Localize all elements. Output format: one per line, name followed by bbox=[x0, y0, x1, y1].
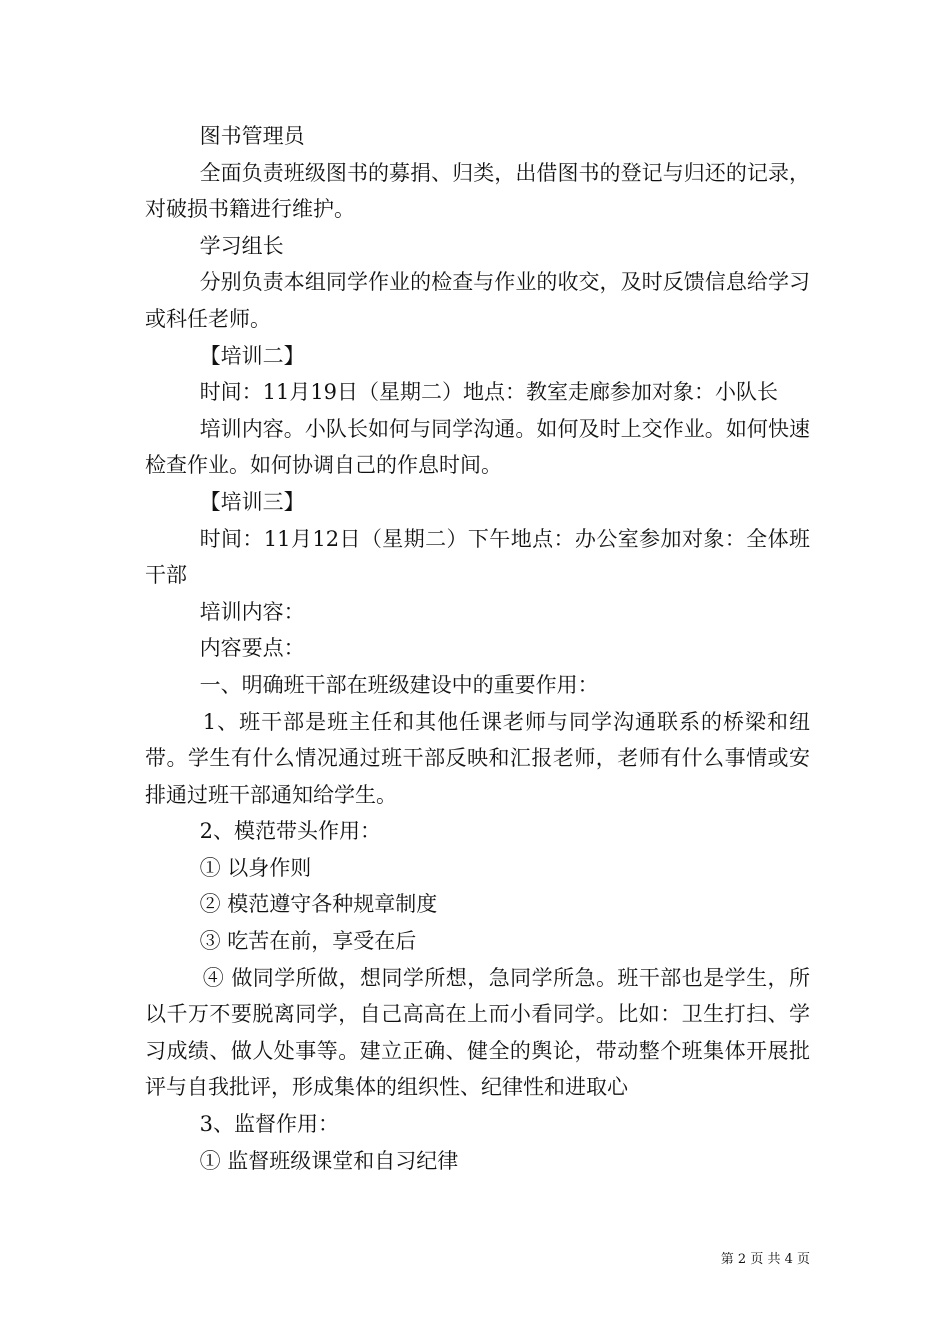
document-body bbox=[145, 118, 810, 1179]
paragraph-training-two-content: 培训内容。小队长如何与同学沟通。如何及时上交作业。如何快速检查作业。如何协调自己的作息时间。 bbox=[145, 416, 810, 478]
list-item-circled-1: ① 以身作则 bbox=[199, 855, 312, 880]
paragraph-training-two-time: 时间：11月19日（星期二）地点：教室走廊参加对象：小队长 bbox=[199, 380, 779, 405]
heading-training-two: 【培训二】 bbox=[199, 343, 305, 368]
list-item-circled-2: ② 模范遵守各种规章制度 bbox=[199, 892, 438, 917]
page-number-footer: 第 2 页 共 4 页 bbox=[720, 1252, 810, 1267]
list-item-circled-4: ④ 做同学所做，想同学所想，急同学所急。班干部也是学生，所以千万不要脱离同学，自己高高在上而小看同学。比如：卫生打扫、学习成绩、做人处事等。建立正确、健全的舆论，带动整个班集体开展批评与自我批评，形成集体的组织性、纪律性和进取心 bbox=[145, 965, 810, 1100]
heading-study-group-leader: 学习组长 bbox=[199, 233, 284, 258]
paragraph-section-one: 一、明确班干部在班级建设中的重要作用： bbox=[199, 672, 599, 697]
paragraph-training-content-label: 培训内容： bbox=[199, 599, 305, 624]
paragraph-point-three: 3、监督作用： bbox=[199, 1112, 339, 1137]
paragraph-librarian-duties: 全面负责班级图书的募捐、归类，出借图书的登记与归还的记录，对破损书籍进行维护。 bbox=[145, 160, 810, 222]
paragraph-point-two: 2、模范带头作用： bbox=[199, 819, 381, 844]
list-item-circled-3: ③ 吃苦在前，享受在后 bbox=[199, 929, 417, 954]
heading-librarian: 图书管理员 bbox=[199, 124, 305, 148]
paragraph-point-one: 1、班干部是班主任和其他任课老师与同学沟通联系的桥梁和纽带。学生有什么情况通过班干部反映和汇报老师，老师有什么事情或安排通过班干部通知给学生。 bbox=[145, 709, 810, 807]
list-item-supervise-1: ① 监督班级课堂和自习纪律 bbox=[199, 1148, 459, 1173]
paragraph-content-points-label: 内容要点： bbox=[199, 636, 305, 661]
heading-training-three: 【培训三】 bbox=[199, 489, 305, 514]
paragraph-study-group-leader-duties: 分别负责本组同学作业的检查与作业的收交，及时反馈信息给学习或科任老师。 bbox=[145, 270, 810, 331]
paragraph-training-three-time: 时间：11月12日（星期二）下午地点：办公室参加对象：全体班干部 bbox=[145, 526, 810, 588]
